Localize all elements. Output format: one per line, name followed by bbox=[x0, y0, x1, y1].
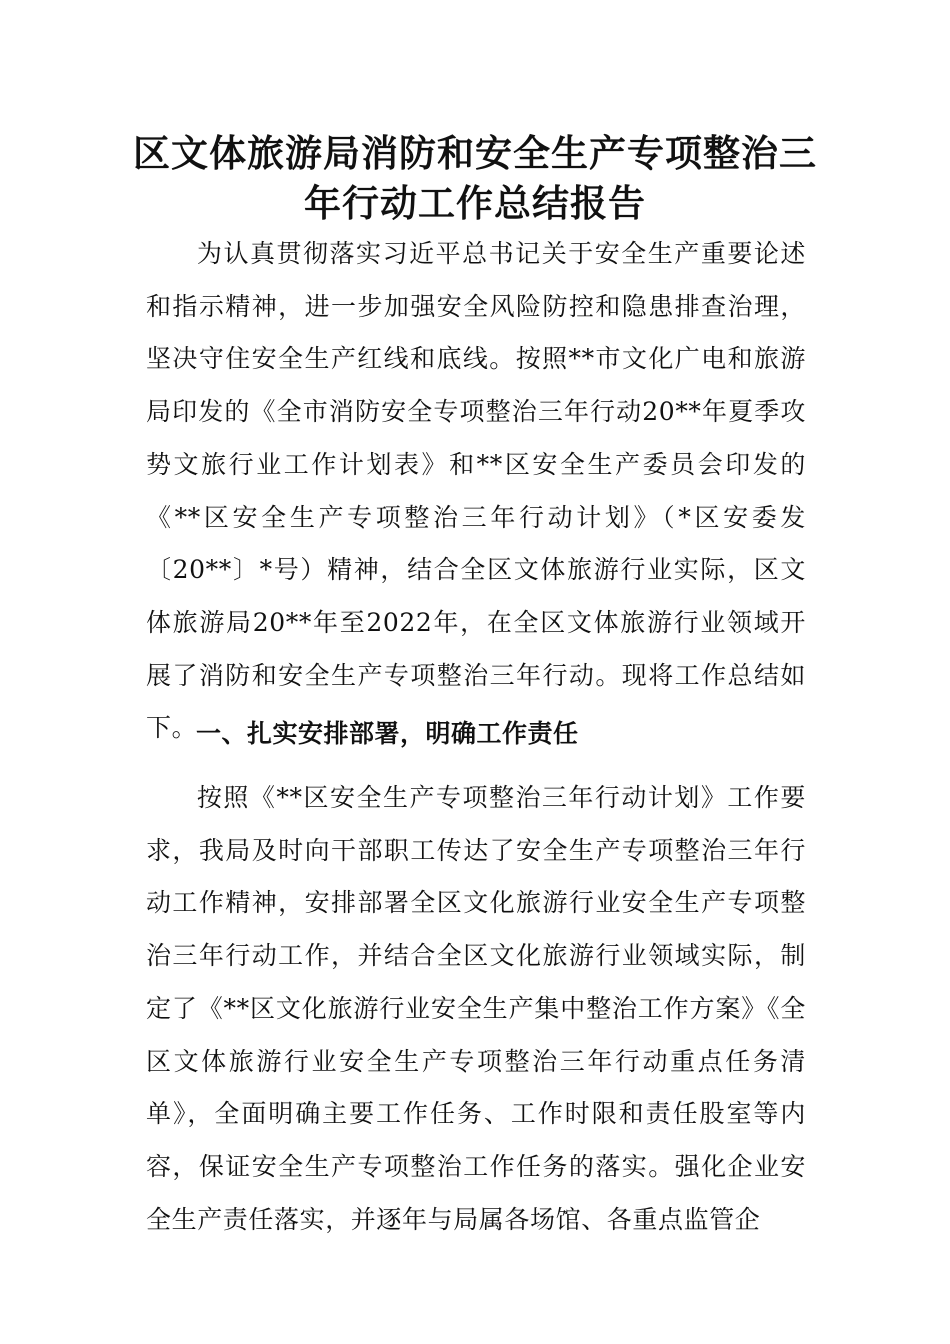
intro-paragraph-text: 为认真贯彻落实习近平总书记关于安全生产重要论述和指示精神，进一步加强安全风险防控和隐患排查治理，坚决守住安全生产红线和底线。按照**市文化广电和旅游局印发的《全市消防安全专项整治三年行动20**年夏季攻势文旅行业工作计划表》和**区安全生产委员会印发的《**区安全生产专项整治三年行动计划》（*区安委发〔20**〕*号）精神，结合全区文体旅游行业实际，区文体旅游局20**年至2022年，在全区文体旅游行业领域开展了消防和安全生产专项整治三年行动。现将工作总结如下。 bbox=[146, 239, 806, 743]
section-1-heading: 一、扎实安排部署，明确工作责任 bbox=[196, 719, 579, 748]
intro-paragraph bbox=[146, 228, 806, 755]
section-1-paragraph bbox=[146, 772, 806, 1246]
document-title-line-2: 年行动工作总结报告 bbox=[304, 181, 646, 225]
section-1-paragraph-text: 按照《**区安全生产专项整治三年行动计划》工作要求，我局及时向干部职工传达了安全生产专项整治三年行动工作精神，安排部署全区文化旅游行业安全生产专项整治三年行动工作，并结合全区文化旅游行业领域实际，制定了《**区文化旅游行业安全生产集中整治工作方案》《全区文体旅游行业安全生产专项整治三年行动重点任务清单》，全面明确主要工作任务、工作时限和责任股室等内容，保证安全生产专项整治工作任务的落实。强化企业安全生产责任落实，并逐年与局属各场馆、各重点监管企 bbox=[146, 783, 806, 1234]
document-title-line-1: 区文体旅游局消防和安全生产专项整治三 bbox=[133, 131, 817, 175]
